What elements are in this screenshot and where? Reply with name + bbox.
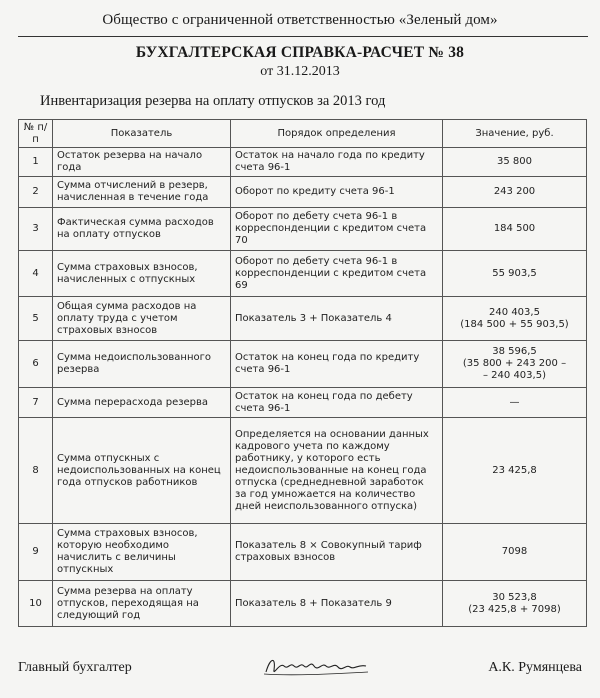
row-number: 3 bbox=[19, 208, 53, 251]
row-value: 7098 bbox=[443, 524, 587, 581]
document-date: от 31.12.2013 bbox=[260, 64, 340, 79]
row-indicator: Остаток резерва на начало года bbox=[53, 148, 231, 177]
value-line: 30 523,8 bbox=[492, 591, 537, 603]
calculation-table bbox=[18, 119, 587, 627]
table-row bbox=[19, 418, 587, 524]
row-value: 243 200 bbox=[443, 177, 587, 208]
row-value: 35 800 bbox=[443, 148, 587, 177]
table-row bbox=[19, 251, 587, 297]
row-value: — bbox=[443, 388, 587, 418]
row-number: 2 bbox=[19, 177, 53, 208]
row-value bbox=[443, 341, 587, 388]
row-value: 184 500 bbox=[443, 208, 587, 251]
row-method: Показатель 8 × Совокупный тариф страховых взносов bbox=[231, 524, 443, 581]
row-indicator: Сумма перерасхода резерва bbox=[53, 388, 231, 418]
row-number: 7 bbox=[19, 388, 53, 418]
table-row bbox=[19, 524, 587, 581]
row-number: 10 bbox=[19, 581, 53, 627]
row-method: Оборот по дебету счета 96-1 в корреспонденции с кредитом счета 70 bbox=[231, 208, 443, 251]
table-row bbox=[19, 341, 587, 388]
organization-name: Общество с ограниченной ответственностью «Зеленый дом» bbox=[102, 12, 498, 28]
row-method: Определяется на основании данных кадрового учета по каждому работнику, у которого есть недоиспользованные на конец года отпуска (среднедневной заработок за год умножается на количество дней неиспользованного отпуска) bbox=[231, 418, 443, 524]
row-method: Оборот по дебету счета 96-1 в корреспонденции с кредитом счета 69 bbox=[231, 251, 443, 297]
row-indicator: Сумма страховых взносов, начисленных с отпускных bbox=[53, 251, 231, 297]
value-line: 38 596,5 bbox=[492, 346, 537, 357]
table-header-row bbox=[19, 120, 587, 148]
row-method: Остаток на конец года по дебету счета 96-1 bbox=[231, 388, 443, 418]
table-row bbox=[19, 297, 587, 341]
value-formula-cont: – 240 403,5) bbox=[483, 370, 546, 381]
handwritten-signature bbox=[262, 652, 372, 680]
table-row bbox=[19, 208, 587, 251]
row-value: 55 903,5 bbox=[443, 251, 587, 297]
row-number: 6 bbox=[19, 341, 53, 388]
table-row bbox=[19, 581, 587, 627]
row-value bbox=[443, 297, 587, 341]
table-row bbox=[19, 148, 587, 177]
value-line: 240 403,5 bbox=[489, 306, 540, 318]
signatory-name: А.К. Румянцева bbox=[488, 660, 582, 675]
document-subtitle: Инвентаризация резерва на оплату отпусков за 2013 год bbox=[40, 93, 386, 109]
row-indicator: Сумма отпускных с недоиспользованных на конец года отпусков работников bbox=[53, 418, 231, 524]
col-header-number: № п/п bbox=[19, 120, 53, 148]
row-number: 8 bbox=[19, 418, 53, 524]
row-value bbox=[443, 581, 587, 627]
row-indicator: Сумма резерва на оплату отпусков, переходящая на следующий год bbox=[53, 581, 231, 627]
document-title: БУХГАЛТЕРСКАЯ СПРАВКА-РАСЧЕТ № 38 bbox=[135, 44, 465, 61]
row-number: 9 bbox=[19, 524, 53, 581]
row-indicator: Общая сумма расходов на оплату труда с учетом страховых взносов bbox=[53, 297, 231, 341]
row-method: Остаток на начало года по кредиту счета 96-1 bbox=[231, 148, 443, 177]
table-row bbox=[19, 388, 587, 418]
value-formula: (184 500 + 55 903,5) bbox=[460, 318, 569, 330]
row-indicator: Сумма страховых взносов, которую необходимо начислить с величины отпускных bbox=[53, 524, 231, 581]
col-header-method: Порядок определения bbox=[231, 120, 443, 148]
value-formula: (23 425,8 + 7098) bbox=[468, 603, 561, 615]
col-header-indicator: Показатель bbox=[53, 120, 231, 148]
row-number: 5 bbox=[19, 297, 53, 341]
signatory-position: Главный бухгалтер bbox=[18, 660, 132, 675]
row-number: 1 bbox=[19, 148, 53, 177]
row-indicator: Сумма недоиспользованного резерва bbox=[53, 341, 231, 388]
table-row bbox=[19, 177, 587, 208]
row-number: 4 bbox=[19, 251, 53, 297]
row-method: Показатель 3 + Показатель 4 bbox=[231, 297, 443, 341]
row-indicator: Сумма отчислений в резерв, начисленная в течение года bbox=[53, 177, 231, 208]
row-indicator: Фактическая сумма расходов на оплату отпусков bbox=[53, 208, 231, 251]
row-method: Оборот по кредиту счета 96-1 bbox=[231, 177, 443, 208]
row-method: Показатель 8 + Показатель 9 bbox=[231, 581, 443, 627]
row-value: 23 425,8 bbox=[443, 418, 587, 524]
header-divider bbox=[18, 36, 588, 37]
row-method: Остаток на конец года по кредиту счета 96-1 bbox=[231, 341, 443, 388]
value-formula: (35 800 + 243 200 – bbox=[462, 358, 567, 369]
col-header-value: Значение, руб. bbox=[443, 120, 587, 148]
